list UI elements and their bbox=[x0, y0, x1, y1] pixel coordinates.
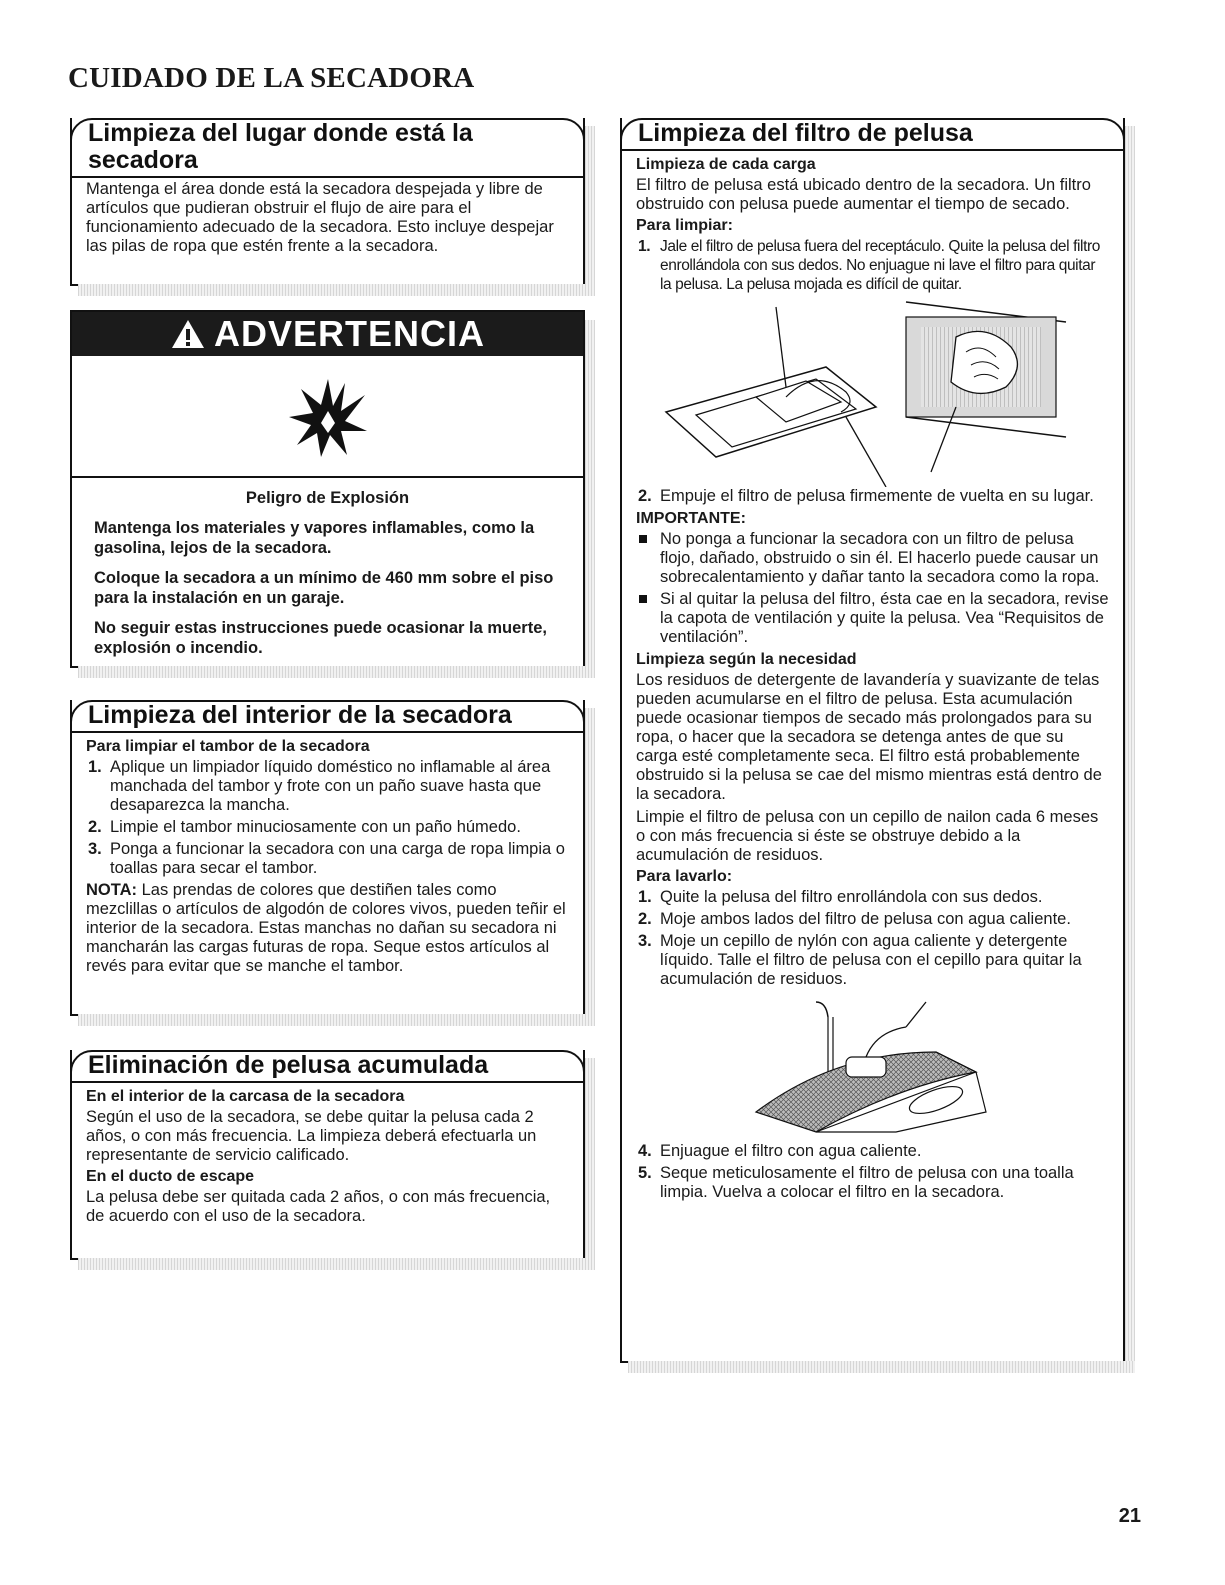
filtro-wash-steps bbox=[636, 888, 1109, 989]
filter-washing-illustration bbox=[636, 992, 1106, 1142]
warning-line: Mantenga los materiales y vapores inflamables, como la gasolina, lejos de la secadora. bbox=[94, 519, 535, 557]
pelusa-body1: Según el uso de la secadora, se debe quitar la pelusa cada 2 años, o con más frecuencia. La limpieza deberá efectuarla un representante de servicio calificado. bbox=[86, 1108, 537, 1164]
filtro-final-steps bbox=[636, 1142, 1109, 1202]
warning-line: Coloque la secadora a un mínimo de 460 mm sobre el piso para la instalación en un garaje. bbox=[94, 569, 554, 607]
filtro-body bbox=[622, 151, 1123, 1215]
warning-text bbox=[72, 478, 583, 658]
list-item: Si al quitar la pelusa del filtro, ésta cae en la secadora, revise la capota de ventilación y quite la pelusa. Vea “Requisitos de ventilación”. bbox=[636, 590, 1109, 647]
warning-banner-text: ADVERTENCIA bbox=[213, 313, 485, 354]
page-title: CUIDADO DE LA SECADORA bbox=[68, 62, 475, 94]
interior-note: NOTA: Las prendas de colores que destiñen tales como mezclillas o artículos de algodón de colores vivos, pueden teñir el interior de la secadora. Estas manchas no dañan su secadora ni mancharán las cargas futuras de ropa. Seque estos artículos al revés para evitar que se manche el tambor. bbox=[86, 881, 566, 975]
list-item: 1. Aplique un limpiador líquido doméstico no inflamable al área manchada del tambor y frote con un paño suave hasta que desaparezca la mancha. bbox=[88, 758, 551, 814]
filtro-sub-cada-carga: Limpieza de cada carga bbox=[636, 156, 816, 173]
lugar-text: Mantenga el área donde está la secadora despejada y libre de artículos que pudieran obstruir el flujo de aire para el funcionamiento adecuado de la secadora. Esto incluye despejar las pilas de ropa que estén frente a la secadora. bbox=[86, 180, 554, 255]
warning-line: No seguir estas instrucciones puede ocasionar la muerte, explosión o incendio. bbox=[94, 619, 547, 657]
list-item: 1. Jale el filtro de pelusa fuera del receptáculo. Quite la pelusa del filtro enrollándola con sus dedos. No enjuague ni lave el filtro para quitar la pelusa. La pelusa mojada es difícil de quitar. bbox=[638, 238, 1100, 293]
filtro-section bbox=[620, 118, 1125, 1363]
list-item: 1. Quite la pelusa del filtro enrollándola con sus dedos. bbox=[638, 888, 1043, 906]
list-item: 4. Enjuague el filtro con agua caliente. bbox=[638, 1142, 922, 1160]
pelusa-acumulada-heading: Eliminación de pelusa acumulada bbox=[88, 1051, 489, 1079]
filtro-necesidad-p2: Limpie el filtro de pelusa con un cepillo de nailon cada 6 meses o con más frecuencia si éste se obstruye debido a la acumulación de residuos. bbox=[636, 808, 1099, 864]
list-item: 2. Limpie el tambor minuciosamente con un paño húmedo. bbox=[88, 818, 521, 836]
filtro-sub-lavarlo: Para lavarlo: bbox=[636, 868, 733, 885]
list-item: No ponga a funcionar la secadora con un filtro de pelusa flojo, dañado, obstruido o sin él. El hacerlo puede causar un sobrecalentamiento y dañar tanto la secadora como la ropa. bbox=[636, 530, 1109, 587]
lugar-heading: Limpieza del lugar donde está la secadora bbox=[88, 119, 473, 174]
interior-section bbox=[70, 700, 585, 1016]
interior-body bbox=[72, 733, 583, 986]
filtro-steps bbox=[636, 237, 1109, 294]
explosion-icon-area bbox=[72, 356, 583, 478]
filtro-sub-limpiar: Para limpiar: bbox=[636, 217, 733, 234]
pelusa-acumulada-section bbox=[70, 1050, 585, 1260]
filtro-heading: Limpieza del filtro de pelusa bbox=[638, 119, 973, 147]
interior-heading: Limpieza del interior de la secadora bbox=[88, 701, 512, 729]
warning-banner bbox=[72, 312, 583, 356]
filtro-sub-necesidad: Limpieza según la necesidad bbox=[636, 651, 857, 668]
explosion-icon bbox=[283, 371, 373, 461]
filtro-important-list bbox=[636, 530, 1109, 647]
filtro-intro: El filtro de pelusa está ubicado dentro de la secadora. Un filtro obstruido con pelusa puede aumentar el tiempo de secado. bbox=[636, 176, 1091, 213]
interior-steps bbox=[86, 758, 569, 878]
warning-box bbox=[70, 310, 585, 668]
interior-heading-wrap bbox=[70, 700, 585, 733]
list-item: 2. Moje ambos lados del filtro de pelusa con agua caliente. bbox=[638, 910, 1071, 928]
list-item: 5. Seque meticulosamente el filtro de pelusa con una toalla limpia. Vuelva a colocar el filtro en la secadora. bbox=[638, 1164, 1074, 1201]
pelusa-acumulada-heading-wrap bbox=[70, 1050, 585, 1083]
warning-hazard: Peligro de Explosión bbox=[245, 489, 410, 507]
list-item: 3. Ponga a funcionar la secadora con una carga de ropa limpia o toallas para secar el tambor. bbox=[88, 840, 565, 877]
page-number: 21 bbox=[1118, 1505, 1141, 1527]
list-item: 3. Moje un cepillo de nylón con agua caliente y detergente líquido. Talle el filtro de pelusa con el cepillo para quitar la acumulación de residuos. bbox=[638, 932, 1082, 988]
filtro-steps-2 bbox=[636, 487, 1109, 506]
pelusa-sub1: En el interior de la carcasa de la secadora bbox=[86, 1088, 405, 1105]
lugar-section bbox=[70, 118, 585, 286]
warning-triangle-icon bbox=[170, 318, 206, 350]
filter-removal-illustration bbox=[636, 297, 1106, 487]
interior-subheading: Para limpiar el tambor de la secadora bbox=[86, 738, 370, 755]
pelusa-sub2: En el ducto de escape bbox=[86, 1168, 255, 1185]
list-item: 2. Empuje el filtro de pelusa firmemente de vuelta en su lugar. bbox=[638, 487, 1094, 505]
pelusa-acumulada-body bbox=[72, 1083, 583, 1236]
lugar-heading-wrap bbox=[70, 118, 585, 178]
filtro-heading-wrap bbox=[620, 118, 1125, 151]
lugar-body bbox=[72, 178, 583, 266]
pelusa-body2: La pelusa debe ser quitada cada 2 años, o con más frecuencia, de acuerdo con el uso de la secadora. bbox=[86, 1188, 551, 1225]
filtro-necesidad-p1: Los residuos de detergente de lavandería y suavizante de telas pueden acumularse en el filtro de pelusa. Esta acumulación puede ocasionar tiempos de secado más prolongados para su ropa, o hacer que la secadora se detenga antes de que su carga esté completamente seca. El filtro está probablemente obstruido si la pelusa se cae del mismo mientras está dentro de la secadora. bbox=[636, 671, 1102, 803]
filtro-important-label: IMPORTANTE: bbox=[636, 510, 746, 527]
